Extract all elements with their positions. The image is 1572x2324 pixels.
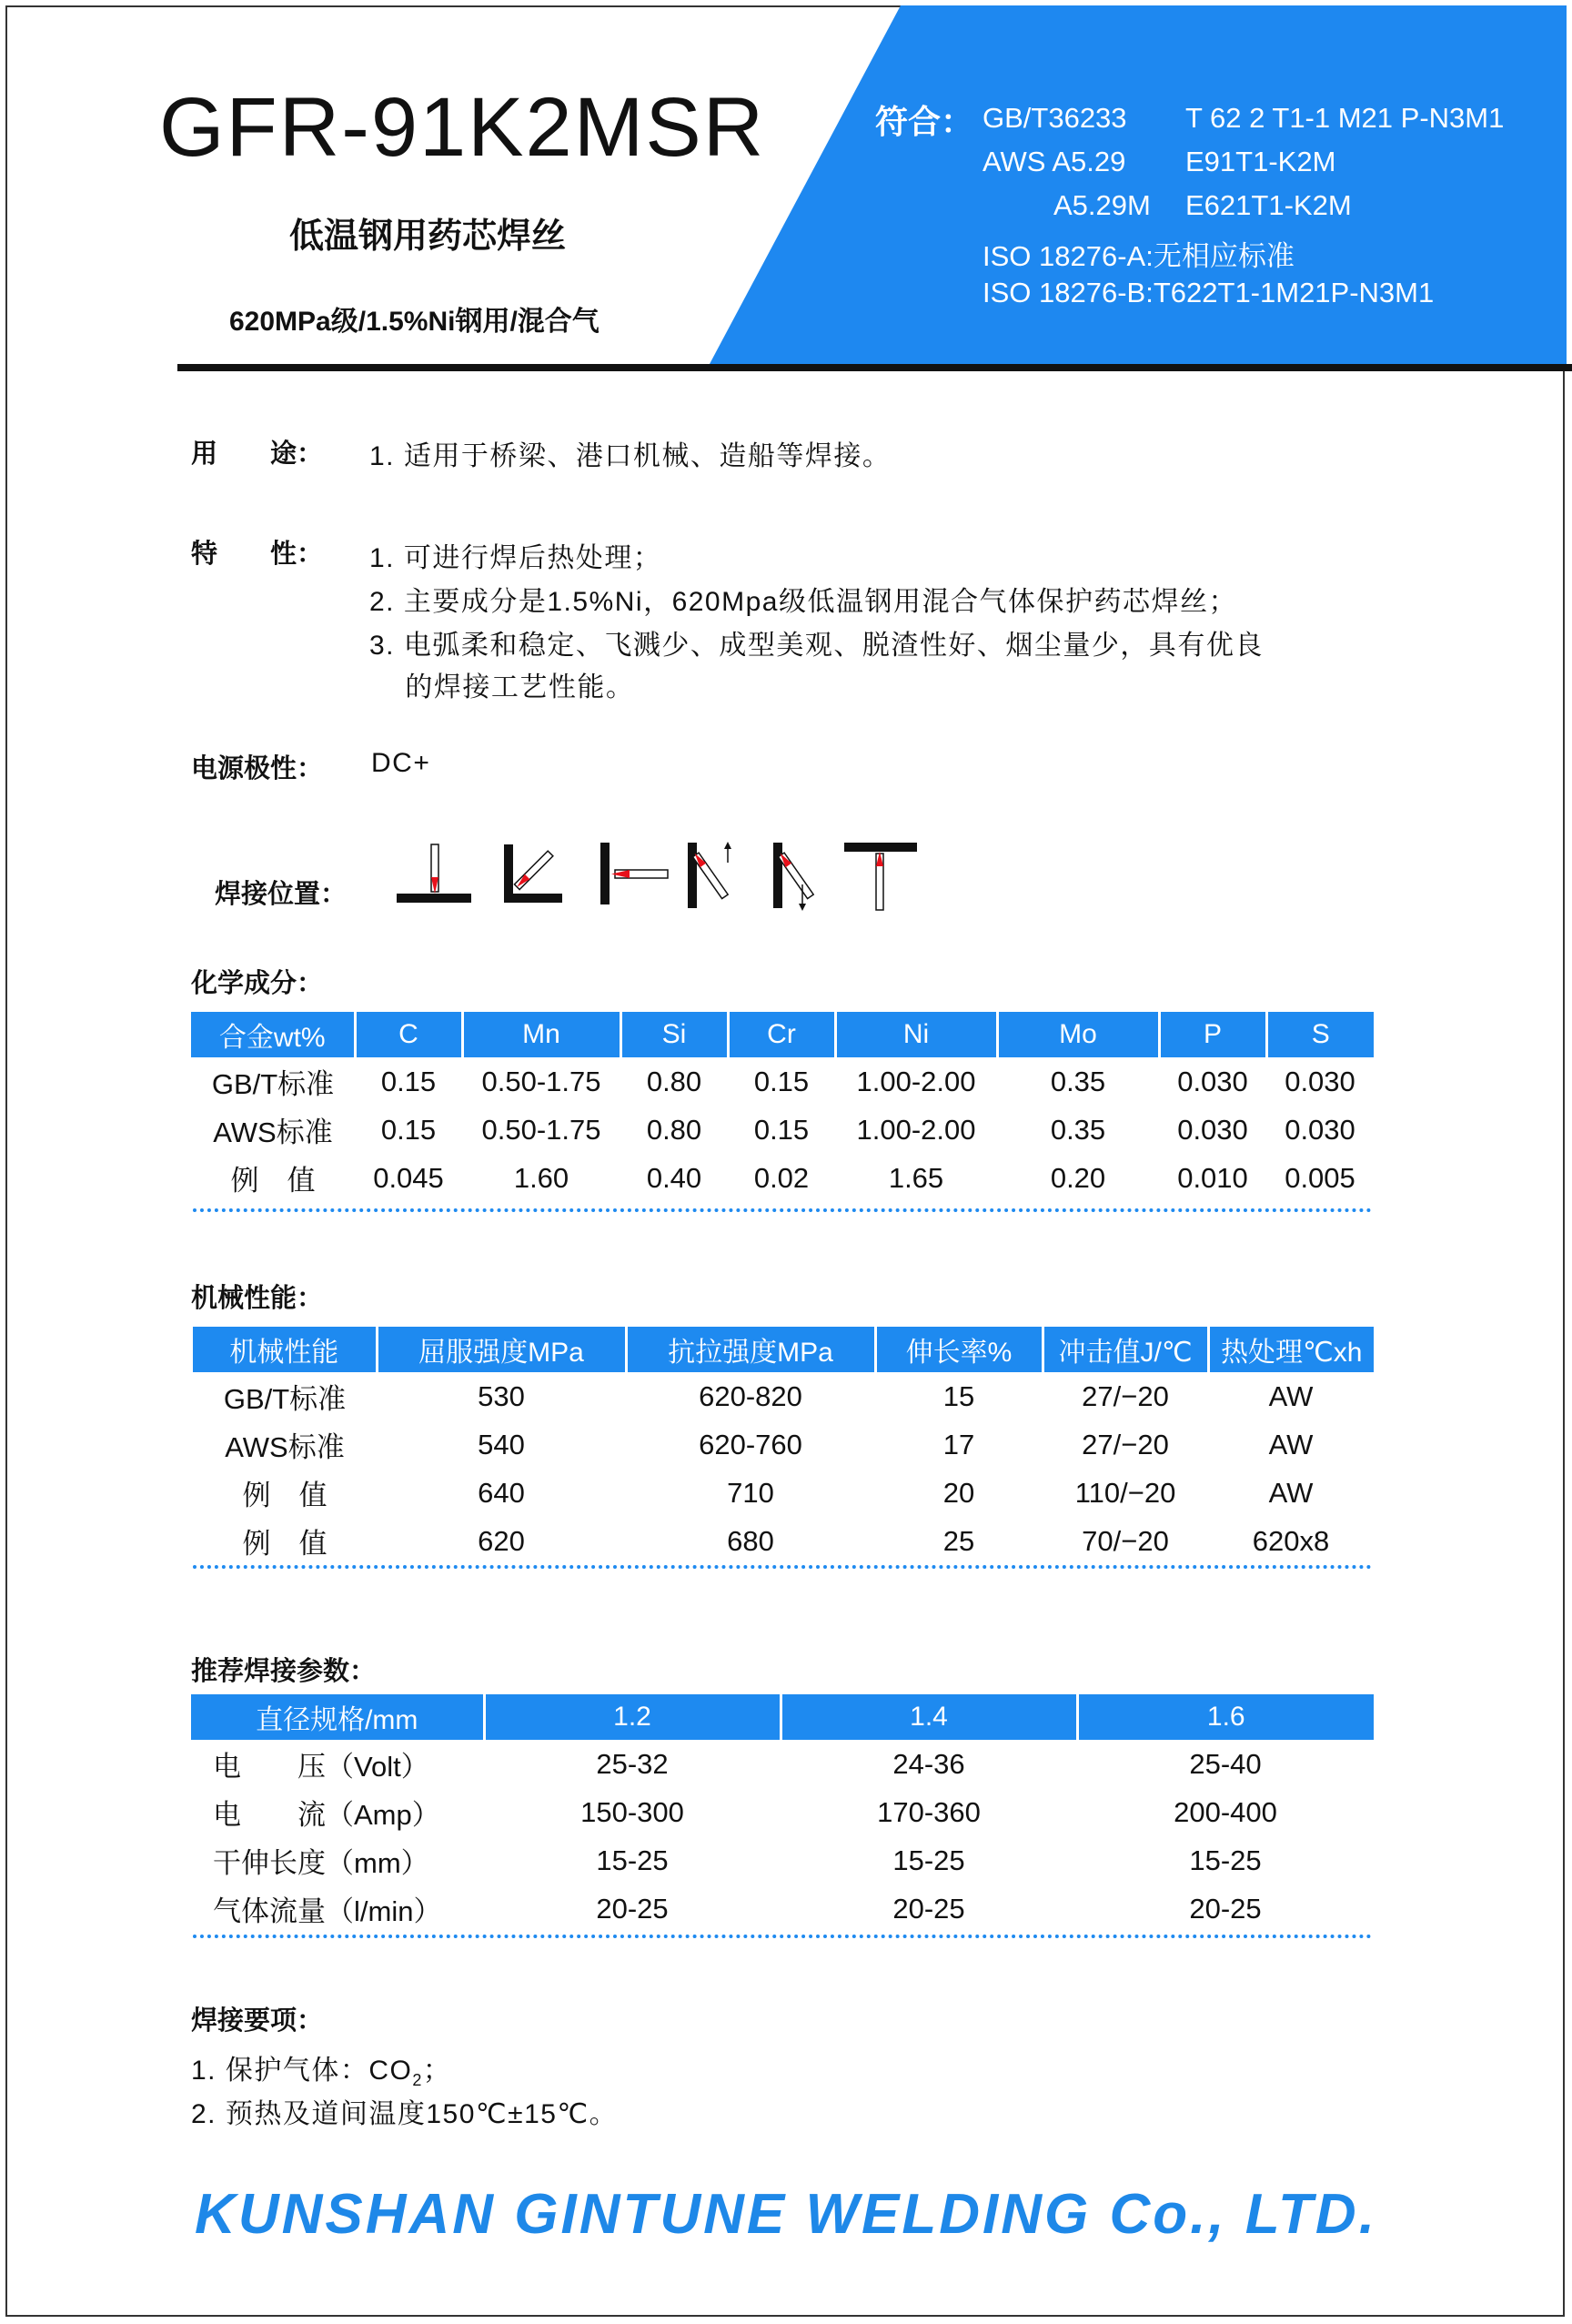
company-name: KUNSHAN GINTUNE WELDING Co., LTD. [195, 2183, 1377, 2246]
table-cell: 0.010 [1177, 1161, 1248, 1194]
standard-line [1053, 189, 1352, 222]
product-subtitle: 低温钢用药芯焊丝 [289, 217, 567, 256]
table-cell: 0.35 [1050, 1065, 1106, 1097]
standard-name: ISO 18276-B: [982, 277, 1154, 308]
header-rule [177, 364, 1572, 371]
notes-label: 焊接要项： [191, 2006, 324, 2036]
row-label: AWS标准 [225, 1431, 345, 1463]
column-header: Si [620, 1012, 728, 1057]
column-header: 直径规格/mm [191, 1694, 484, 1740]
column-header: 屈服强度MPa [377, 1327, 626, 1372]
table-cell: AW [1268, 1476, 1314, 1509]
standard-code: T622T1-1M21P-N3M1 [1153, 277, 1435, 308]
table-header-row [193, 1327, 1374, 1372]
table-cell: 20 [942, 1476, 975, 1509]
feature-item: 1. 可进行焊后热处理； [369, 543, 662, 573]
row-label: 电 流（Amp） [213, 1799, 440, 1831]
column-header: 合金wt% [191, 1012, 355, 1057]
table-cell: 25 [942, 1524, 975, 1557]
table-cell: 0.20 [1050, 1161, 1106, 1194]
column-header: 伸长率% [875, 1327, 1043, 1372]
row-label: 例 值 [242, 1528, 328, 1560]
column-header: 热处理℃xh [1208, 1327, 1374, 1372]
table-cell: 0.35 [1050, 1113, 1106, 1146]
row-label: 例 值 [230, 1165, 316, 1197]
table-cell: 200-400 [1174, 1795, 1277, 1828]
features-label: 特 性： [191, 540, 324, 569]
note-gas-subscript: 2 [412, 2071, 423, 2089]
feature-item: 3. 电弧柔和稳定、飞溅少、成型美观、脱渣性好、烟尘量少，具有优良 [369, 631, 1264, 661]
table-cell: 0.030 [1285, 1065, 1355, 1097]
column-header: 机械性能 [193, 1327, 377, 1372]
overhead-position-icon [844, 843, 917, 910]
table-cell: AW [1268, 1428, 1314, 1460]
table-cell: 27/−20 [1082, 1428, 1169, 1460]
column-header: 1.4 [781, 1694, 1077, 1740]
table-row [191, 1154, 1374, 1202]
table-cell: 110/−20 [1074, 1476, 1176, 1509]
column-header: 1.6 [1077, 1694, 1374, 1740]
params-table [191, 1694, 1374, 1933]
chemistry-table [191, 1012, 1374, 1202]
table-cell: 0.030 [1177, 1065, 1248, 1097]
row-label: 气体流量（l/min） [213, 1895, 442, 1927]
dotted-divider [193, 1208, 1372, 1212]
table-cell: 0.15 [753, 1065, 810, 1097]
standards-label: 符合： [875, 103, 974, 140]
column-header: Mo [997, 1012, 1159, 1057]
column-header: 1.2 [484, 1694, 781, 1740]
table-cell: 680 [727, 1524, 774, 1557]
column-header: Ni [835, 1012, 997, 1057]
row-label: GB/T标准 [211, 1068, 335, 1100]
table-cell: 0.80 [646, 1065, 702, 1097]
table-cell: 0.15 [753, 1113, 810, 1146]
column-header: 抗拉强度MPa [626, 1327, 875, 1372]
standard-line [982, 233, 1295, 274]
mechanical-table [193, 1327, 1374, 1565]
table-cell: 15-25 [1189, 1844, 1262, 1876]
product-grade: 620MPa级/1.5%Ni钢用/混合气 [229, 307, 600, 337]
usage-label: 用 途： [191, 440, 324, 469]
table-cell: 0.030 [1285, 1113, 1355, 1146]
row-label: GB/T标准 [223, 1383, 347, 1415]
welding-positions-graphic [397, 837, 921, 915]
usage-item: 1. 适用于桥梁、港口机械、造船等焊接。 [369, 441, 892, 471]
note-gas-text: 1. 保护气体：CO [191, 2056, 413, 2086]
standard-name: AWS A5.29 [982, 146, 1126, 177]
column-header: S [1266, 1012, 1374, 1057]
table-cell: 25-32 [596, 1747, 669, 1780]
note-gas-suffix: ； [422, 2056, 452, 2086]
column-header: 冲击值J/℃ [1043, 1327, 1208, 1372]
polarity-value: DC+ [371, 748, 431, 778]
table-cell: 0.40 [646, 1161, 702, 1194]
table-cell: 0.045 [373, 1161, 444, 1194]
table-cell: 15-25 [892, 1844, 965, 1876]
vertical-up-icon [688, 842, 731, 908]
vertical-down-icon [773, 843, 813, 911]
table-row [191, 1884, 1374, 1933]
flat-position-icon [397, 844, 471, 903]
product-title: GFR-91K2MSR [159, 81, 766, 174]
table-row [193, 1372, 1374, 1420]
table-cell: 20-25 [892, 1892, 965, 1925]
polarity-label: 电源极性： [191, 754, 324, 783]
column-header: Cr [728, 1012, 835, 1057]
table-cell: 620x8 [1252, 1524, 1330, 1557]
table-cell: 17 [942, 1428, 975, 1460]
chemistry-label: 化学成分： [191, 969, 324, 998]
positions-label: 焊接位置： [215, 880, 348, 909]
standard-line [982, 146, 1335, 178]
table-cell: 150-300 [580, 1795, 684, 1828]
table-cell: 0.15 [380, 1065, 437, 1097]
dotted-divider [193, 1935, 1372, 1938]
note-shielding-gas [191, 2047, 451, 2090]
column-header: C [355, 1012, 462, 1057]
table-cell: 25-40 [1189, 1747, 1262, 1780]
table-cell: 1.00-2.00 [856, 1065, 976, 1097]
standard-name: ISO 18276-A: [982, 240, 1154, 272]
table-row [191, 1740, 1374, 1788]
table-cell: 710 [727, 1476, 774, 1509]
table-row [191, 1106, 1374, 1154]
horizontal-position-icon [600, 843, 668, 904]
table-cell: 620-760 [699, 1428, 802, 1460]
column-header: Mn [462, 1012, 620, 1057]
table-cell: 0.50-1.75 [481, 1065, 601, 1097]
row-label: 例 值 [242, 1480, 328, 1511]
mechanical-label: 机械性能： [191, 1284, 324, 1313]
table-cell: 1.60 [513, 1161, 569, 1194]
standard-code: E621T1-K2M [1185, 189, 1352, 221]
table-cell: 27/−20 [1082, 1379, 1169, 1412]
table-cell: 1.00-2.00 [856, 1113, 976, 1146]
table-cell: 0.030 [1177, 1113, 1248, 1146]
horizontal-fillet-icon [504, 844, 562, 903]
table-cell: 540 [478, 1428, 525, 1460]
table-cell: 15-25 [596, 1844, 669, 1876]
standard-name: GB/T36233 [982, 102, 1127, 134]
dotted-divider [193, 1565, 1372, 1569]
table-row [191, 1057, 1374, 1106]
table-cell: 620 [478, 1524, 525, 1557]
table-row [193, 1517, 1374, 1565]
column-header: P [1159, 1012, 1266, 1057]
standard-line [982, 277, 1434, 309]
table-cell: 20-25 [1189, 1892, 1262, 1925]
params-label: 推荐焊接参数： [191, 1657, 377, 1686]
table-header-row [191, 1694, 1374, 1740]
standard-line [982, 102, 1504, 135]
table-header-row [191, 1012, 1374, 1057]
standard-code: 无相应标准 [1153, 240, 1295, 272]
table-row [191, 1788, 1374, 1836]
table-cell: 0.005 [1285, 1161, 1355, 1194]
table-cell: 170-360 [877, 1795, 981, 1828]
table-row [193, 1469, 1374, 1517]
table-cell: 20-25 [596, 1892, 669, 1925]
feature-item: 2. 主要成分是1.5%Ni，620Mpa级低温钢用混合气体保护药芯焊丝； [369, 587, 1237, 617]
row-label: AWS标准 [213, 1117, 333, 1148]
table-cell: 0.15 [380, 1113, 437, 1146]
table-cell: 620-820 [699, 1379, 802, 1412]
row-label: 干伸长度（mm） [213, 1847, 429, 1879]
standard-code: T 62 2 T1-1 M21 P-N3M1 [1185, 102, 1505, 134]
standard-name: A5.29M [1053, 189, 1151, 221]
table-cell: 24-36 [892, 1747, 965, 1780]
feature-item: 的焊接工艺性能。 [369, 672, 635, 702]
table-cell: 640 [478, 1476, 525, 1509]
table-cell: 0.02 [753, 1161, 810, 1194]
table-row [193, 1420, 1374, 1469]
table-cell: 0.80 [646, 1113, 702, 1146]
table-cell: 1.65 [888, 1161, 944, 1194]
table-row [191, 1836, 1374, 1884]
table-cell: AW [1268, 1379, 1314, 1412]
table-cell: 530 [478, 1379, 525, 1412]
table-cell: 70/−20 [1082, 1524, 1169, 1557]
standard-code: E91T1-K2M [1185, 146, 1336, 177]
table-cell: 15 [942, 1379, 975, 1412]
table-cell: 0.50-1.75 [481, 1113, 601, 1146]
row-label: 电 压（Volt） [213, 1751, 429, 1783]
note-preheat: 2. 预热及道间温度150℃±15℃。 [191, 2099, 619, 2129]
